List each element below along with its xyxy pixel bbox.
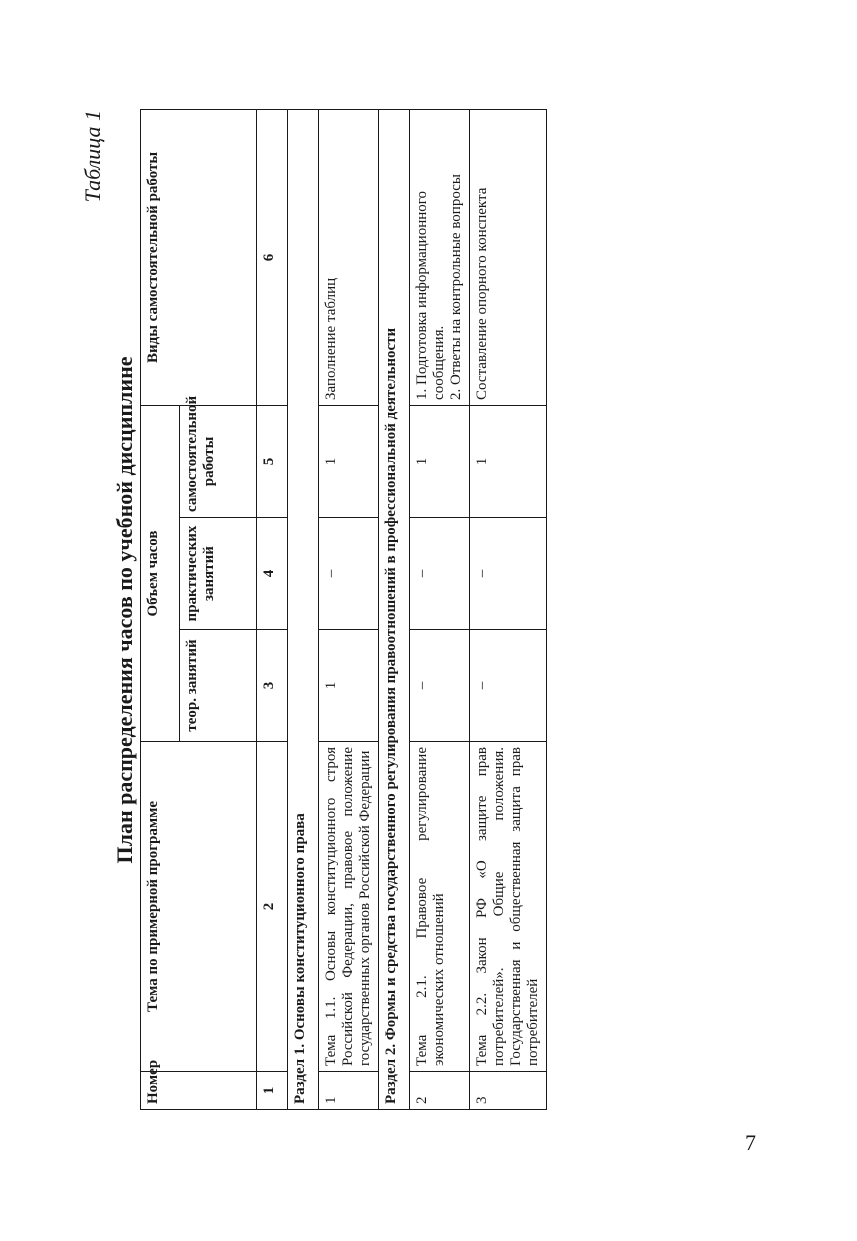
column-number-row	[257, 109, 288, 1109]
row-practical: –	[470, 518, 547, 630]
header-work-types: Виды самостоятельной работы	[141, 109, 257, 405]
section-title: Раздел 2. Формы и средства государственного регулирования правоотношений в профессиональной деятельности	[379, 109, 410, 1109]
header-number: Номер	[141, 1072, 257, 1110]
row-topic: Тема 1.1. Основы конституционного строя Российской Федерации, правовое положение государственных органов Российской Федерации	[319, 742, 379, 1072]
row-theory: 1	[319, 630, 379, 742]
column-number: 6	[257, 109, 288, 405]
header-practical: практических занятий	[180, 518, 257, 630]
page-title: План распределения часов по учебной дисциплине	[112, 356, 137, 864]
row-number: 3	[470, 1072, 547, 1110]
row-work: Заполнение таблиц	[319, 109, 379, 405]
table-row	[470, 109, 547, 1109]
row-practical: –	[319, 518, 379, 630]
column-number: 3	[257, 630, 288, 742]
row-independent: 1	[319, 405, 379, 517]
row-practical: –	[410, 518, 470, 630]
table-label: Таблица 1	[80, 110, 105, 203]
row-theory: –	[410, 630, 470, 742]
column-number: 1	[257, 1072, 288, 1110]
table-row	[319, 109, 379, 1109]
page-number: 7	[745, 1130, 756, 1155]
row-independent: 1	[470, 405, 547, 517]
header-hours-volume: Объем часов	[141, 405, 180, 741]
section-row	[379, 109, 410, 1109]
section-title: Раздел 1. Основы конституционного права	[288, 109, 319, 1109]
row-work: 1. Подготовка информационного сообщения. 2. Ответы на контрольные вопросы	[410, 109, 470, 405]
column-number: 4	[257, 518, 288, 630]
column-number: 2	[257, 742, 288, 1072]
hours-table	[140, 109, 547, 1110]
row-topic: Тема 2.1. Правовое регулирование экономических отношений	[410, 742, 470, 1072]
table-row	[410, 109, 470, 1109]
header-independent: самостоятельной работы	[180, 405, 257, 517]
row-theory: –	[470, 630, 547, 742]
rotated-content	[80, 110, 740, 1110]
row-independent: 1	[410, 405, 470, 517]
header-row-1	[141, 109, 180, 1109]
row-number: 2	[410, 1072, 470, 1110]
row-number: 1	[319, 1072, 379, 1110]
column-number: 5	[257, 405, 288, 517]
header-theory: теор. занятий	[180, 630, 257, 742]
section-row	[288, 109, 319, 1109]
header-topic: Тема по примерной программе	[141, 742, 257, 1072]
row-work: Составление опорного конспекта	[470, 109, 547, 405]
row-topic: Тема 2.2. Закон РФ «О защите прав потребителей». Общие положения. Государственная и общественная защита прав потребителей	[470, 742, 547, 1072]
